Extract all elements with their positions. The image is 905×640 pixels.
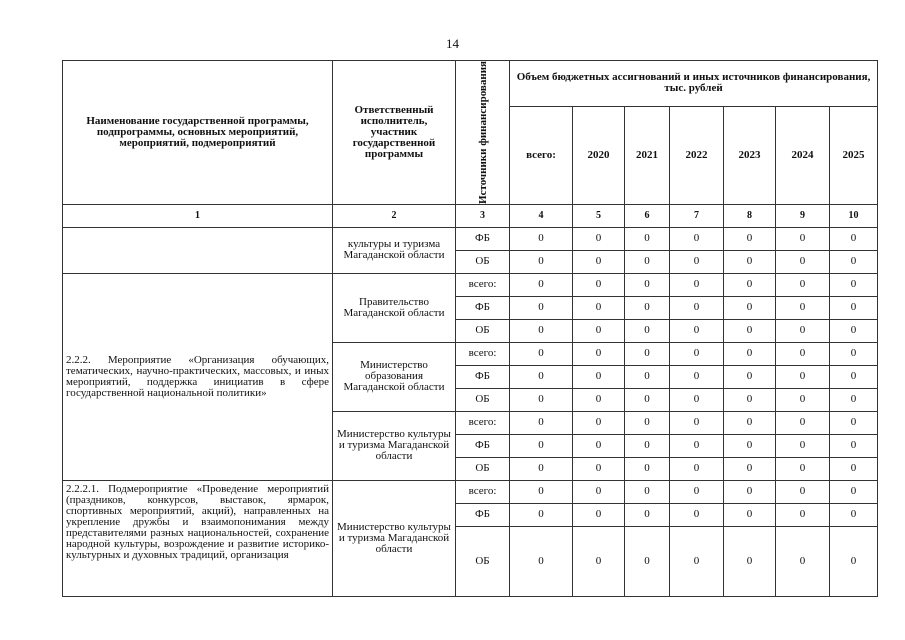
value-cell: 0 [830, 273, 878, 296]
value-cell: 0 [776, 411, 830, 434]
value-cell: 0 [724, 250, 776, 273]
value-cell: 0 [510, 411, 573, 434]
value-cell: 0 [776, 250, 830, 273]
source-cell: всего: [456, 342, 510, 365]
column-index: 10 [830, 204, 878, 227]
value-cell: 0 [573, 273, 625, 296]
value-cell: 0 [830, 296, 878, 319]
value-cell: 0 [510, 227, 573, 250]
value-cell: 0 [510, 526, 573, 596]
value-cell: 0 [625, 296, 670, 319]
value-cell: 0 [724, 480, 776, 503]
source-cell: ОБ [456, 388, 510, 411]
source-cell: ОБ [456, 457, 510, 480]
value-cell: 0 [573, 411, 625, 434]
source-cell: ОБ [456, 526, 510, 596]
value-cell: 0 [573, 365, 625, 388]
header-name: Наименование государственной программы, подпрограммы, основных мероприятий, мероприятий, подмероприятий [63, 61, 333, 205]
value-cell: 0 [625, 342, 670, 365]
value-cell: 0 [510, 250, 573, 273]
value-cell: 0 [670, 342, 724, 365]
source-cell: ФБ [456, 227, 510, 250]
value-cell: 0 [724, 526, 776, 596]
value-cell: 0 [670, 457, 724, 480]
header-total: всего: [510, 106, 573, 204]
source-cell: всего: [456, 480, 510, 503]
value-cell: 0 [625, 480, 670, 503]
value-cell: 0 [724, 434, 776, 457]
column-index: 8 [724, 204, 776, 227]
value-cell: 0 [573, 250, 625, 273]
value-cell: 0 [625, 319, 670, 342]
source-cell: ОБ [456, 250, 510, 273]
header-source [456, 61, 510, 205]
value-cell: 0 [670, 365, 724, 388]
value-cell: 0 [573, 319, 625, 342]
value-cell: 0 [776, 342, 830, 365]
source-cell: ОБ [456, 319, 510, 342]
column-index: 9 [776, 204, 830, 227]
value-cell: 0 [830, 342, 878, 365]
header-year: 2020 [573, 106, 625, 204]
header-year: 2024 [776, 106, 830, 204]
value-cell: 0 [776, 296, 830, 319]
table-row [63, 480, 878, 503]
value-cell: 0 [573, 296, 625, 319]
value-cell: 0 [670, 296, 724, 319]
column-index: 2 [333, 204, 456, 227]
header-year: 2025 [830, 106, 878, 204]
value-cell: 0 [724, 227, 776, 250]
header-year: 2021 [625, 106, 670, 204]
source-cell: ФБ [456, 434, 510, 457]
value-cell: 0 [573, 434, 625, 457]
column-index: 7 [670, 204, 724, 227]
value-cell: 0 [625, 526, 670, 596]
value-cell: 0 [776, 319, 830, 342]
value-cell: 0 [724, 319, 776, 342]
value-cell: 0 [776, 434, 830, 457]
value-cell: 0 [510, 342, 573, 365]
value-cell: 0 [830, 457, 878, 480]
header-executor: Ответственный исполнитель, участник государственной программы [333, 61, 456, 205]
value-cell: 0 [670, 411, 724, 434]
column-index: 4 [510, 204, 573, 227]
value-cell: 0 [670, 273, 724, 296]
value-cell: 0 [830, 434, 878, 457]
value-cell: 0 [625, 503, 670, 526]
executor-cell: Правительство Магаданской области [333, 273, 456, 342]
value-cell: 0 [724, 365, 776, 388]
value-cell: 0 [625, 388, 670, 411]
value-cell: 0 [776, 457, 830, 480]
value-cell: 0 [573, 503, 625, 526]
value-cell: 0 [776, 526, 830, 596]
value-cell: 0 [510, 296, 573, 319]
value-cell: 0 [670, 526, 724, 596]
value-cell: 0 [670, 434, 724, 457]
value-cell: 0 [625, 411, 670, 434]
value-cell: 0 [510, 457, 573, 480]
value-cell: 0 [510, 388, 573, 411]
value-cell: 0 [830, 319, 878, 342]
budget-table [62, 60, 878, 597]
page-number: 14 [446, 36, 459, 51]
submeasure-name: 2.2.2.1. Подмероприятие «Проведение мероприятий (праздников, конкурсов, выставок, ярмарок, спортивных мероприятий, акций), направленных на укрепление дружбы и взаимопонимания между представителями разных национальностей, сохранение народной культуры, возрождение и развитие историко-культурных и духовных традиций, организация [63, 480, 333, 596]
column-index: 3 [456, 204, 510, 227]
value-cell: 0 [573, 526, 625, 596]
value-cell: 0 [776, 273, 830, 296]
value-cell: 0 [776, 227, 830, 250]
value-cell: 0 [510, 503, 573, 526]
value-cell: 0 [625, 434, 670, 457]
value-cell: 0 [625, 273, 670, 296]
value-cell: 0 [724, 273, 776, 296]
executor-cell: Министерство культуры и туризма Магаданской области [333, 480, 456, 596]
source-cell: всего: [456, 273, 510, 296]
header-year: 2023 [724, 106, 776, 204]
value-cell: 0 [776, 480, 830, 503]
value-cell: 0 [724, 296, 776, 319]
value-cell: 0 [830, 411, 878, 434]
value-cell: 0 [830, 526, 878, 596]
value-cell: 0 [670, 388, 724, 411]
source-cell: ФБ [456, 365, 510, 388]
column-index: 1 [63, 204, 333, 227]
value-cell: 0 [724, 503, 776, 526]
empty-name-cell [63, 227, 333, 273]
value-cell: 0 [670, 250, 724, 273]
value-cell: 0 [573, 457, 625, 480]
value-cell: 0 [724, 457, 776, 480]
value-cell: 0 [724, 411, 776, 434]
value-cell: 0 [625, 365, 670, 388]
value-cell: 0 [830, 503, 878, 526]
value-cell: 0 [573, 227, 625, 250]
value-cell: 0 [510, 319, 573, 342]
value-cell: 0 [510, 273, 573, 296]
table-row [63, 273, 878, 296]
value-cell: 0 [573, 342, 625, 365]
header-year: 2022 [670, 106, 724, 204]
value-cell: 0 [510, 365, 573, 388]
value-cell: 0 [510, 434, 573, 457]
executor-cell: Министерство культуры и туризма Магаданской области [333, 411, 456, 480]
value-cell: 0 [670, 319, 724, 342]
executor-cell: культуры и туризма Магаданской области [333, 227, 456, 273]
value-cell: 0 [830, 365, 878, 388]
source-cell: всего: [456, 411, 510, 434]
table-row [63, 227, 878, 250]
value-cell: 0 [625, 227, 670, 250]
value-cell: 0 [830, 480, 878, 503]
column-index: 5 [573, 204, 625, 227]
column-index-row [63, 204, 878, 227]
header-funding-group: Объем бюджетных ассигнований и иных источников финансирования, тыс. рублей [510, 61, 878, 107]
value-cell: 0 [510, 480, 573, 503]
value-cell: 0 [776, 503, 830, 526]
value-cell: 0 [573, 388, 625, 411]
value-cell: 0 [830, 388, 878, 411]
value-cell: 0 [625, 457, 670, 480]
executor-cell: Министерство образования Магаданской области [333, 342, 456, 411]
column-index: 6 [625, 204, 670, 227]
value-cell: 0 [625, 250, 670, 273]
value-cell: 0 [724, 342, 776, 365]
value-cell: 0 [830, 250, 878, 273]
source-cell: ФБ [456, 503, 510, 526]
value-cell: 0 [670, 503, 724, 526]
header-source-label: Источники финансирования [476, 61, 489, 204]
value-cell: 0 [776, 388, 830, 411]
value-cell: 0 [724, 388, 776, 411]
source-cell: ФБ [456, 296, 510, 319]
value-cell: 0 [830, 227, 878, 250]
value-cell: 0 [573, 480, 625, 503]
measure-name: 2.2.2. Мероприятие «Организация обучающих, тематических, научно-практических, массовых, и иных мероприятий, поддержка инициатив в сфере государственной национальной политики» [63, 273, 333, 480]
value-cell: 0 [776, 365, 830, 388]
value-cell: 0 [670, 480, 724, 503]
value-cell: 0 [670, 227, 724, 250]
